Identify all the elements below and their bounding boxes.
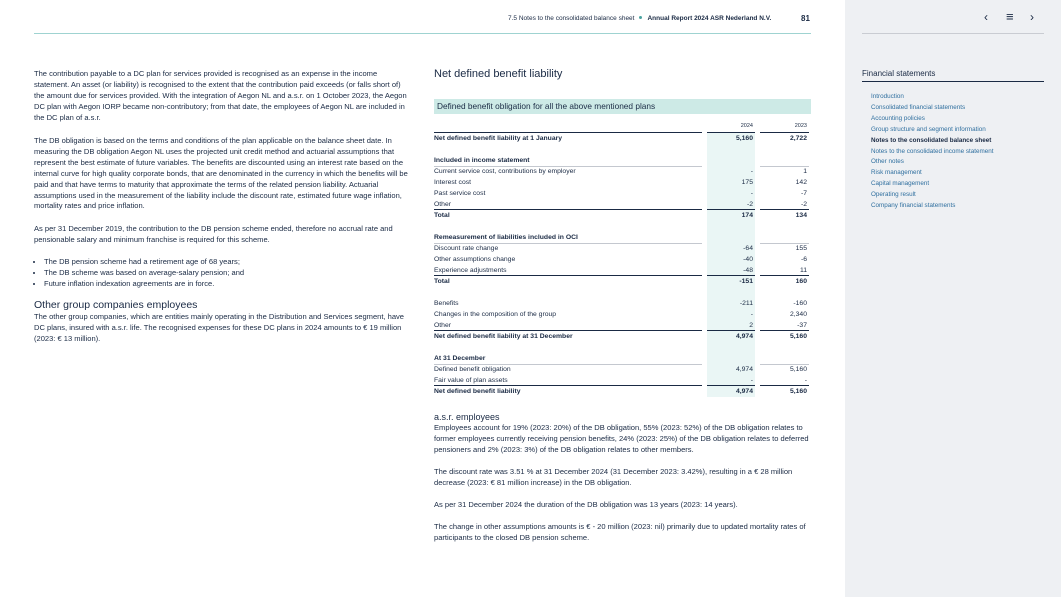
row-label: Interest cost	[434, 179, 472, 186]
sidebar-title-underline	[862, 81, 1044, 82]
value-2024: -211	[707, 298, 755, 309]
sidebar-item-notes-income-statement[interactable]: Notes to the consolidated income statement	[871, 147, 994, 155]
row-label: Discount rate change	[434, 245, 499, 252]
value-2024: -	[707, 166, 755, 177]
table-rule	[707, 132, 755, 133]
right-paragraph-3: As per 31 December 2024 the duration of the DB obligation was 13 years (2023: 14 years).	[434, 500, 738, 509]
value-2024: -40	[707, 254, 755, 265]
page-number: 81	[801, 14, 810, 23]
left-paragraph-1: The contribution payable to a DC plan for services provided is recognised as an expense in the income statement. An asset (or liability) is recognised to the extent that the contribution paid exceeds (or falls short of) the amount due for services provided. With the integration of Aegon NL and a.s.r. on 1 October 2023, the Aegon DC plan with Aegon IORP became non-contributory; from that date, the employees of Aegon NL are included in the DC plan of a.s.r.	[34, 69, 407, 122]
table-rule	[707, 385, 755, 386]
value-2023: 2,722	[789, 135, 807, 142]
sidebar-item-capital-management[interactable]: Capital management	[871, 180, 930, 188]
row-label: Benefits	[434, 300, 459, 307]
bullet-item: • Future inflation indexation agreements are in force.	[44, 279, 404, 290]
side-panel	[845, 0, 1061, 597]
value-2023: 160	[795, 278, 807, 285]
bullet-item: • The DB scheme was based on average-salary pension; and	[44, 268, 404, 279]
value-2023: -7	[800, 190, 807, 197]
running-header	[508, 15, 771, 22]
menu-icon[interactable]: ≡	[1006, 9, 1014, 24]
row-label: Remeasurement of liabilities included in OCI	[434, 234, 578, 241]
table-rule	[760, 275, 809, 276]
table-row	[434, 364, 811, 375]
table-rule	[434, 275, 702, 276]
table-row	[434, 166, 811, 177]
row-label: Net defined benefit liability at 31 December	[434, 333, 573, 340]
bullet-item: • The DB pension scheme had a retirement age of 68 years;	[44, 257, 404, 268]
value-2024	[707, 155, 755, 166]
value-2023: 142	[795, 179, 807, 186]
value-2024: -	[707, 375, 755, 386]
value-2024: 4,974	[707, 331, 755, 342]
value-2023: 5,160	[789, 333, 807, 340]
row-label: Current service cost, contributions by employer	[434, 168, 576, 175]
table-rule	[707, 275, 755, 276]
separator-dot	[639, 16, 642, 19]
row-label: Net defined benefit liability at 1 January	[434, 135, 563, 142]
left-paragraph-2: The DB obligation is based on the terms and conditions of the plan applicable on the balance sheet date. In measuring the DB obligation Aegon NL uses the projected unit credit method and actuarial assumptions that represent the best estimate of future variables. The benefits are discounted using an interest rate based on the internal curve for high quality corporate bonds, that are denominated in the currency in which the benefits will be paid and that have terms to maturity that approximate the terms of the related pension liability. Actuarial assumptions used in the measurement of the liability include the discount rate, estimated future wage inflation, mortality rates and price inflation.	[34, 136, 408, 211]
sidebar-title[interactable]: Financial statements	[862, 69, 936, 78]
value-2024: 4,974	[707, 364, 755, 375]
other-group-subheading: Other group companies employees	[34, 299, 198, 311]
table-rule	[760, 385, 809, 386]
table-rule	[760, 209, 809, 210]
value-2024: -64	[707, 243, 755, 254]
table-row	[434, 188, 811, 199]
table-rule	[434, 385, 702, 386]
row-label: Fair value of plan assets	[434, 377, 508, 384]
value-2023: 1	[803, 168, 807, 175]
table-row	[434, 331, 811, 342]
table-rule	[434, 209, 702, 210]
table-row	[434, 177, 811, 188]
table-rule	[707, 330, 755, 331]
sidebar-item-group-structure[interactable]: Group structure and segment information	[871, 125, 986, 133]
section-title: Net defined benefit liability	[434, 68, 563, 80]
table-rule	[760, 132, 809, 133]
scheme-bullets	[44, 257, 404, 290]
sidebar-item-notes-balance-sheet[interactable]: Notes to the consolidated balance sheet	[871, 136, 992, 144]
value-2023: 5,160	[789, 366, 807, 373]
table-row	[434, 386, 811, 397]
sidebar-item-accounting-policies[interactable]: Accounting policies	[871, 114, 925, 122]
value-2023: 134	[795, 212, 807, 219]
value-2023: -37	[797, 322, 807, 329]
value-2023: -160	[793, 300, 807, 307]
table-row	[434, 309, 811, 320]
value-2023: -6	[800, 256, 807, 263]
row-label: Other	[434, 322, 451, 329]
table-rule	[760, 330, 809, 331]
row-label: Total	[434, 278, 450, 285]
row-label: At 31 December	[434, 355, 486, 362]
row-label: Included in income statement	[434, 157, 530, 164]
row-label: Defined benefit obligation	[434, 366, 511, 373]
row-label: Net defined benefit liability	[434, 388, 521, 395]
row-label: Total	[434, 212, 450, 219]
row-label: Past service cost	[434, 190, 486, 197]
value-2023: 11	[799, 267, 807, 274]
value-2024	[707, 353, 755, 364]
header-divider	[34, 33, 811, 34]
table-row	[434, 155, 811, 166]
table-row	[434, 210, 811, 221]
left-paragraph-4: The other group companies, which are entities mainly operating in the Distribution and Services segment, have DC plans, insured with a.s.r. life. The recognised expenses for these DC plans in 2024 amounts to € 19 million (2023: € 13 million).	[34, 312, 404, 343]
sidebar-item-other-notes[interactable]: Other notes	[871, 158, 904, 166]
table-row	[434, 276, 811, 287]
row-label: Other	[434, 201, 451, 208]
asr-employees-subheading: a.s.r. employees	[434, 412, 500, 422]
sidebar-item-introduction[interactable]: Introduction	[871, 93, 904, 100]
table-title: Defined benefit obligation for all the above mentioned plans	[434, 99, 811, 114]
table-rule	[707, 209, 755, 210]
table-row	[434, 353, 811, 364]
table-row	[434, 243, 811, 254]
sidebar-item-operating-result[interactable]: Operating result	[871, 191, 916, 199]
left-paragraph-3: As per 31 December 2019, the contribution to the DB pension scheme ended, therefore no accrual rate and pensionable salary and minimum franchise is required for this scheme.	[34, 224, 393, 244]
value-2023: 2,340	[789, 311, 807, 318]
sidebar-item-company-financial-statements[interactable]: Company financial statements	[871, 202, 956, 210]
table-row	[434, 232, 811, 243]
table-row	[434, 133, 811, 144]
value-2024: 174	[707, 210, 755, 221]
row-label: Experience adjustments	[434, 267, 507, 274]
table-row	[434, 298, 811, 309]
sidebar-nav	[871, 92, 1046, 212]
next-page-icon[interactable]: ›	[1030, 10, 1034, 24]
right-paragraph-4: The change in other assumptions amounts is € - 20 million (2023: nil) primarily due to updated mortality rates of participants to the closed DB pension scheme.	[434, 522, 806, 542]
header-report-title: Annual Report 2024 ASR Nederland N.V.	[647, 15, 772, 22]
row-label: Changes in the composition of the group	[434, 311, 557, 318]
right-paragraph-2: The discount rate was 3.51 % at 31 December 2024 (31 December 2023: 3.42%), resulting in a € 28 million decrease (2023: € 81 million increase) in the DB obligation.	[434, 467, 793, 487]
previous-page-icon[interactable]: ‹	[984, 10, 988, 24]
value-2024: 2	[707, 320, 755, 331]
value-2024: 5,160	[707, 133, 755, 144]
value-2024: -	[707, 188, 755, 199]
value-2024: -151	[707, 276, 755, 287]
table-row	[434, 254, 811, 265]
right-paragraph-1: Employees account for 19% (2023: 20%) of the DB obligation, 55% (2023: 52%) of the DB obligation relates to former employees currently receiving pension benefits, 24% (2023: 25%) of the DB obligation relates to deferred pensioners and 2% (2023: 3%) of the DB obligation relates to other members.	[434, 423, 809, 454]
table-rule	[434, 330, 702, 331]
value-2023: -2	[800, 201, 807, 208]
sidebar-item-consolidated-financial-statements[interactable]: Consolidated financial statements	[871, 103, 966, 111]
value-2024: 4,974	[707, 386, 755, 397]
column-year-2024: 2024	[740, 123, 753, 129]
value-2024: 175	[707, 177, 755, 188]
column-year-2023: 2023	[794, 123, 807, 129]
value-2024: -	[707, 309, 755, 320]
value-2023: 5,160	[789, 388, 807, 395]
value-2023: -	[804, 377, 807, 384]
table-rule	[434, 132, 702, 133]
value-2024: -48	[707, 265, 755, 276]
header-section: 7.5 Notes to the consolidated balance sheet	[508, 15, 635, 22]
sidebar-item-risk-management[interactable]: Risk management	[871, 169, 922, 177]
value-2023: 155	[795, 245, 807, 252]
value-2024: -2	[707, 199, 755, 210]
sidebar-top-divider	[862, 33, 1044, 34]
value-2024	[707, 232, 755, 243]
row-label: Other assumptions change	[434, 256, 516, 263]
